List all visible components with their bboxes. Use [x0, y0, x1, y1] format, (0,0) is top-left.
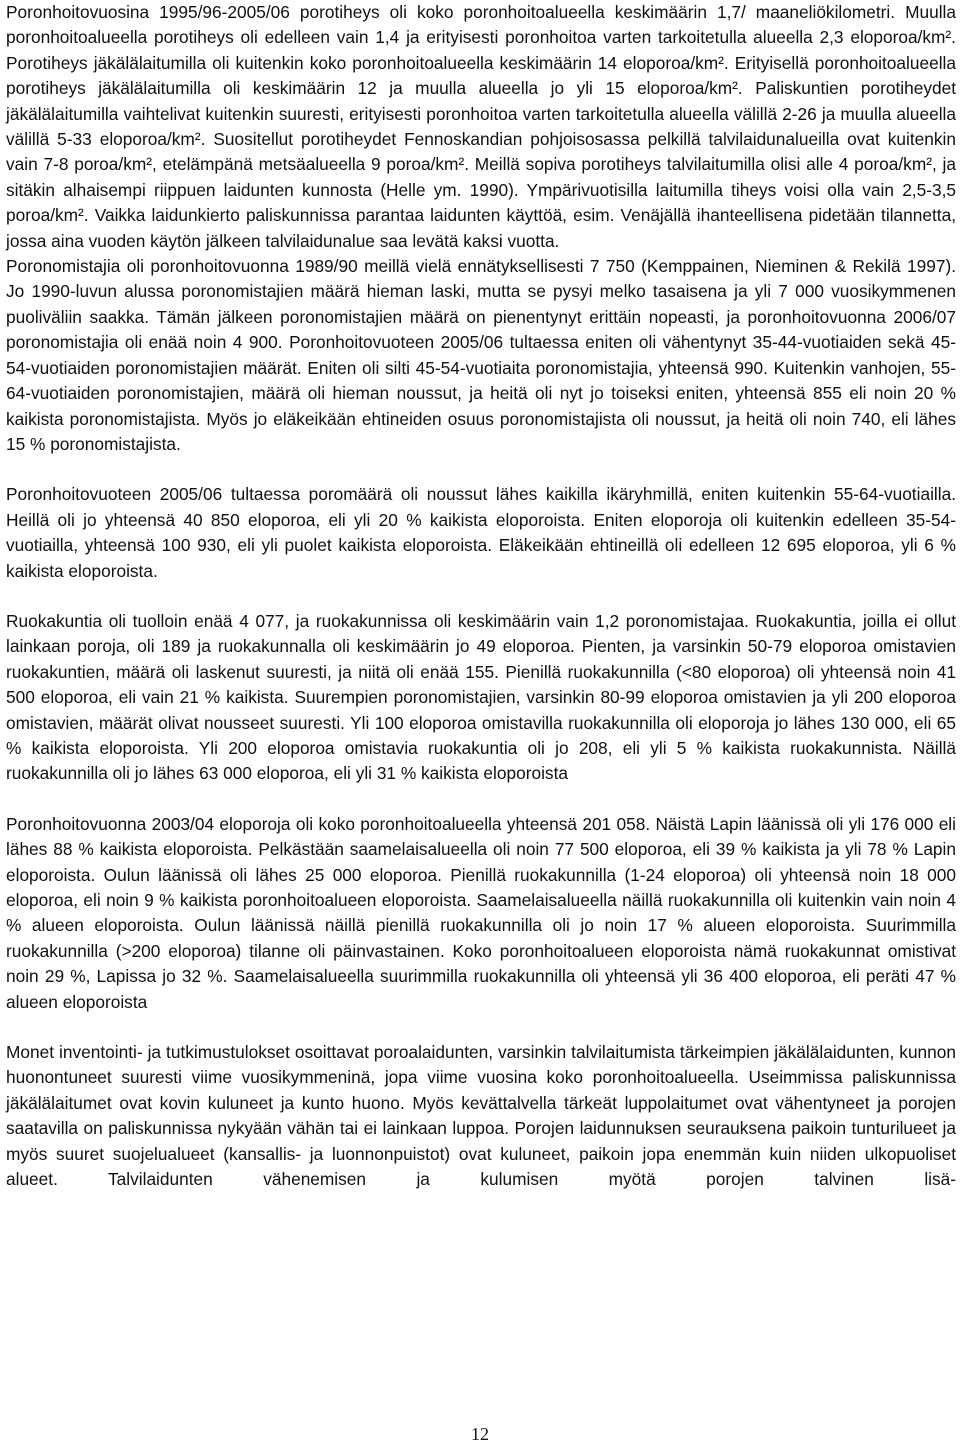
paragraph-reindeer-density: Poronhoitovuosina 1995/96-2005/06 porotiheys oli koko poronhoitoalueella keskimäärin 1,7/ maaneliökilometri. Muulla poronhoitoalueella porotiheys oli edelleen vain 1,4 ja erityisesti poronhoitoa varten tarkoitetulla alueella 2,3 eloporoa/km². Porotiheys jäkälälaitumilla oli kuitenkin koko poronhoitoalueella keskimäärin 14 eloporoa/km². Erityisellä poronhoitoalueella porotiheys jäkälälaitumilla oli keskimäärin 12 ja muulla alueella jo yli 15 eloporoa/km². Paliskuntien porotiheydet jäkälälaitumilla vaihtelivat kuitenkin suuresti, erityisesti poronhoitoa varten tarkoitetulla alueella välillä 2-26 ja muulla alueella välillä 5-33 eloporoa/km². Suositellut porotiheydet Fennoskandian pohjoisosassa pelkillä talvilaidunalueilla ovat kuitenkin vain 7-8 poroa/km², etelämpänä metsäalueella 9 poroa/km². Meillä sopiva porotiheys talvilaitumilla olisi alle 4 poroa/km², ja sitäkin alhaisempi riippuen laidunten kunnosta (Helle ym. 1990). Ympärivuotisilla laitumilla tiheys voisi olla vain 2,5-3,5 poroa/km². Vaikka laidunkierto paliskunnissa parantaa laidunten käyttöä, esim. Venäjällä ihanteellisena pidetään tilannetta, jossa aina vuoden käytön jälkeen talvilaidunalue saa levätä kaksi vuotta.: [6, 2, 956, 251]
document-page: [6, 0, 956, 1192]
page-number: 12: [471, 1424, 489, 1444]
paragraph-regional-distribution: Poronhoitovuonna 2003/04 eloporoja oli koko poronhoitoalueella yhteensä 201 058. Näistä Lapin läänissä oli yli 176 000 eli lähes 88 % kaikista eloporoista. Pelkästään saamelaisalueella oli noin 77 500 eloporoa, eli 39 % kaikista ja yli 78 % Lapin eloporoista. Oulun läänissä oli lähes 25 000 eloporoa. Pienillä ruokakunnilla (1-24 eloporoa) oli yhteensä noin 18 000 eloporoa, eli noin 9 % kaikista poronhoitoalueen eloporoista. Saamelaisalueella näillä ruokakunnilla oli kuitenkin vain noin 4 % alueen eloporoista. Oulun läänissä näillä pienillä ruokakunnilla oli jo noin 17 % alueen eloporoista. Suurimmilla ruokakunnilla (>200 eloporoa) tilanne oli päinvastainen. Koko poronhoitoalueen eloporoista nämä ruokakunnat omistivat noin 29 %, Lapissa jo 32 %. Saamelaisalueella suurimmilla ruokakunnilla oli yhteensä yli 36 400 eloporoa, eli peräti 47 % alueen eloporoista: [6, 813, 956, 1012]
paragraph-reindeer-owners: Poronomistajia oli poronhoitovuonna 1989/90 meillä vielä ennätyksellisesti 7 750 (Kemppainen, Nieminen & Rekilä 1997). Jo 1990-luvun alussa poronomistajien määrä hieman laski, mutta se pysyi melko tasaisena ja yli 7 000 vuosikymmenen puoliväliin saakka. Tämän jälkeen poronomistajien määrä on pienentynyt erittäin nopeasti, ja poronhoitovuonna 2006/07 poronomistajia oli enää noin 4 900. Poronhoitovuoteen 2005/06 tultaessa eniten oli vähentynyt 35-44-vuotiaiden sekä 45-54-vuotiaiden poronomistajien määrät. Eniten oli silti 45-54-vuotiaita poronomistajia, yhteensä 990. Kuitenkin vanhojen, 55-64-vuotiaiden poronomistajien, määrä oli hieman noussut, ja heitä oli nyt jo toiseksi eniten, yhteensä 855 eli noin 20 % kaikista poronomistajista. Myös jo eläkeikään ehtineiden osuus poronomistajista oli noussut, ja heitä oli noin 740, eli lähes 15 % poronomistajista.: [6, 256, 956, 454]
paragraph-households: Ruokakuntia oli tuolloin enää 4 077, ja ruokakunnissa oli keskimäärin vain 1,2 poronomistajaa. Ruokakuntia, joilla ei ollut lainkaan poroja, oli 189 ja ruokakunnalla oli keskimäärin jo 49 eloporoa. Pienten, ja varsinkin 50-79 eloporoa omistavien ruokakuntien, määrä oli laskenut suuresti, ja niitä oli enää 155. Pienillä ruokakunnilla (<80 eloporoa) oli yhteensä noin 41 500 eloporoa, eli vain 21 % kaikista. Suurempien poronomistajien, varsinkin 80-99 eloporoa omistavien ja yli 200 eloporoa omistavien, määrät olivat nousseet suuresti. Yli 100 eloporoa omistavilla ruokakunnilla oli eloporoja jo lähes 130 000, eli 65 % kaikista eloporoista. Yli 200 eloporoa omistavia ruokakuntia oli jo 208, eli yli 5 % kaikista ruokakunnista. Näillä ruokakunnilla oli jo lähes 63 000 eloporoa, eli yli 31 % kaikista eloporoista: [6, 610, 956, 784]
paragraph-reindeer-by-age: Poronhoitovuoteen 2005/06 tultaessa poromäärä oli noussut lähes kaikilla ikäryhmillä, eniten kuitenkin 55-64-vuotiailla. Heillä oli jo yhteensä 40 850 eloporoa, eli yli 20 % kaikista eloporoista. Eniten eloporoja oli kuitenkin edelleen 35-54-vuotiailla, yhteensä 100 930, eli yli puolet kaikista eloporoista. Eläkeikään ehtineillä oli edelleen 12 695 eloporoa, yli 6 % kaikista eloporoista.: [6, 484, 956, 581]
paragraph-pasture-condition: Monet inventointi- ja tutkimustulokset osoittavat poroalaidunten, varsinkin talvilaitumista tärkeimpien jäkälälaidunten, kunnon huonontuneet suuresti viime vuosikymmeninä, jopa viime vuosina koko poronhoitoalueella. Useimmissa paliskunnissa jäkälälaitumet ovat kovin kuluneet ja kunto huono. Myös kevättalvella tärkeät luppolaitumet ovat vähentyneet ja porojen saatavilla on paliskunnissa nykyään vähän tai ei lainkaan luppoa. Porojen laidunnuksen seurauksena paikoin tunturilueet ja myös suuret suojelualueet (kansallis- ja luonnonpuistot) ovat kuluneet, paikoin jopa enemmän kuin niiden ulkopuoliset alueet. Talvilaidunten vähenemisen ja kulumisen myötä porojen talvinen lisä-: [6, 1042, 956, 1190]
